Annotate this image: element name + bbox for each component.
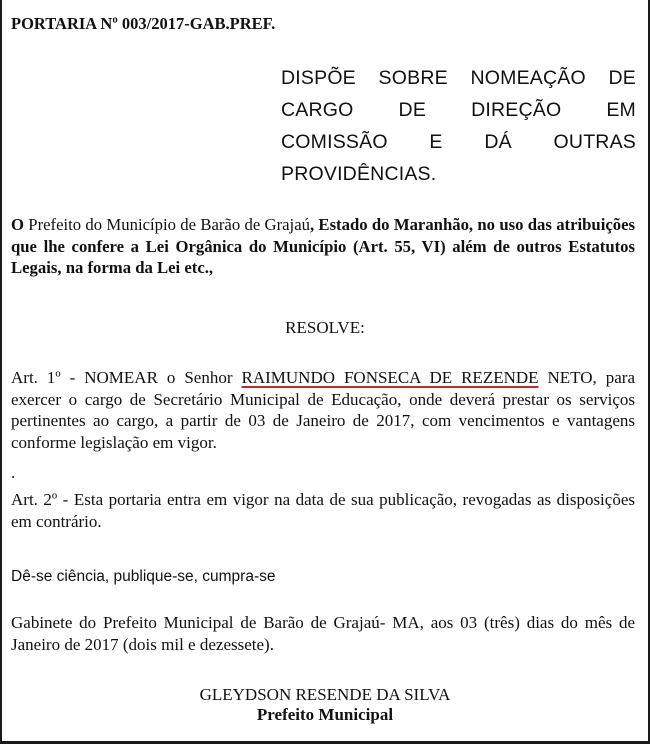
- ementa-line: CARGO DE DIREÇÃO EM: [281, 99, 636, 121]
- intro-part-bold: O: [11, 215, 24, 234]
- intro-part-bold: , Estado do Maranhão, no uso das atribuições que lhe confere a Lei Orgânica do Município (Art. 55, VI) além de outros Estatutos Legais, na forma da Lei etc.,: [11, 215, 635, 277]
- signer-name: GLEYDSON RESENDE DA SILVA: [199, 685, 451, 704]
- intro-part: Prefeito do Município de Barão de Grajaú: [23, 215, 310, 234]
- ementa: [281, 62, 636, 190]
- document-title: PORTARIA Nº 003/2017-GAB.PREF.: [11, 14, 276, 33]
- resolve-heading: RESOLVE:: [285, 318, 365, 337]
- article-1: [11, 367, 635, 453]
- article-2: Art. 2º - Esta portaria entra em vigor na data de sua publicação, revogadas as disposições em contrário.: [11, 490, 635, 531]
- ementa-line: COMISSÃO E DÁ OUTRAS: [281, 131, 636, 153]
- signer-role: Prefeito Municipal: [256, 705, 394, 724]
- ementa-line: PROVIDÊNCIAS.: [281, 163, 437, 185]
- signature-block: [0, 685, 650, 725]
- appointee-name: RAIMUNDO FONSECA DE REZENDE: [241, 368, 539, 387]
- separator-dot: .: [11, 463, 16, 482]
- intro-paragraph: [11, 214, 635, 279]
- article-1-suffix: NETO, para exercer o cargo de Secretário Municipal de Educação, onde deverá prestar os serviços pertinentes ao cargo, a partir de 03 de Janeiro de 2017, com vencimentos e vantagens conforme legislação em vigor.: [11, 368, 635, 452]
- ementa-line: DISPÕE SOBRE NOMEAÇÃO DE: [281, 67, 636, 89]
- publication-order: Dê-se ciência, publique-se, cumpra-se: [11, 568, 276, 585]
- gabinete-date: Gabinete do Prefeito Municipal de Barão de Grajaú- MA, aos 03 (três) dias do mês de Janeiro de 2017 (dois mil e dezessete).: [11, 613, 635, 654]
- page-border-left: [0, 0, 2, 744]
- article-1-prefix: Art. 1º - NOMEAR o Senhor: [11, 368, 242, 387]
